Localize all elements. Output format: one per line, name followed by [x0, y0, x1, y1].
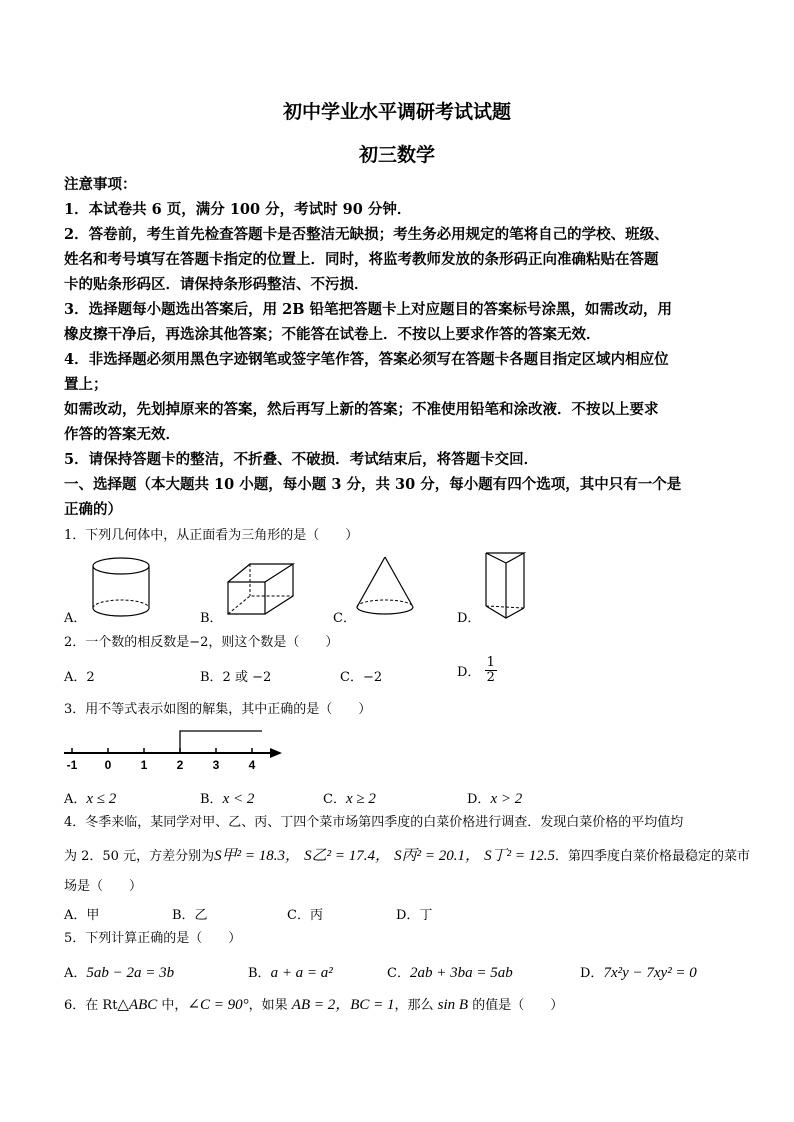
notice-line: 3．选择题每小题选出答案后，用 2B 铅笔把答题卡上对应题目的答案标号涂黑，如需改动，用: [64, 301, 673, 318]
exam-title: 初中学业水平调研考试试题: [282, 101, 511, 123]
notice-line: 4．非选择题必须用黑色字迹钢笔或签字笔作答，答案必须写在答题卡各题目指定区域内相应位: [64, 351, 669, 368]
q5-option-c-math: 2ab + 3ba = 5ab: [409, 965, 513, 981]
question-3-stem: 3．用不等式表示如图的解集，其中正确的是（ ）: [64, 702, 372, 717]
q5-option-b-math: a + a = a²: [270, 965, 333, 981]
q2-option-a: A．2: [64, 670, 95, 685]
triangular-prism-figure: [482, 550, 528, 624]
q4-option-a: A．甲: [64, 908, 100, 923]
q3-option-d-math: x > 2: [490, 791, 523, 807]
notice-line: 橡皮擦干净后，再选涂其他答案；不能答在试卷上．不按以上要求作答的答案无效．: [64, 326, 601, 343]
q5-option-c: [387, 962, 513, 982]
number-line-tick-label: 3: [212, 758, 220, 772]
q5-option-a: [64, 962, 174, 982]
number-line-tick-label: 2: [176, 758, 184, 772]
q5-option-d-math: 7x²y − 7xy² = 0: [603, 965, 697, 981]
number-line-figure: [60, 726, 285, 774]
exam-subtitle: 初三数学: [358, 144, 435, 166]
q3-option-d-label: D．: [467, 792, 491, 807]
number-line-tick-label: 0: [104, 758, 112, 772]
question-5-stem: 5．下列计算正确的是（ ）: [64, 931, 242, 946]
q3-option-c-label: C．: [323, 792, 346, 807]
q6-triangle: △ABC: [117, 997, 158, 1013]
q3-option-d: [467, 788, 522, 808]
notice-line: 2．答卷前，考生首先检查答题卡是否整洁无缺损；考生务必用规定的笔将自己的学校、班级、: [64, 226, 669, 243]
cuboid-figure: [225, 560, 297, 618]
notice-line: 置上；: [64, 376, 108, 393]
q6-condition: AB = 2，BC = 1: [291, 997, 395, 1013]
q3-option-a: [64, 788, 116, 808]
question-2-stem: 2．一个数的相反数是−2，则这个数是（ ）: [64, 635, 339, 650]
number-line-tick-label: 1: [140, 758, 148, 772]
q6-mid-2: ，如果: [248, 998, 292, 1013]
q3-option-b-math: x < 2: [222, 791, 255, 807]
q1-option-d-label: D．: [457, 611, 481, 626]
notice-line: 姓名和考号填写在答题卡指定的位置上．同时，将监考教师发放的条形码正向准确粘贴在答题: [64, 251, 659, 268]
q4-variance-yi: S乙² = 17.4，: [304, 848, 390, 864]
fraction-denominator: 2: [486, 670, 495, 685]
number-line-tick-label: 4: [248, 758, 256, 772]
notice-line: 1．本试卷共 6 页，满分 100 分，考试时 90 分钟．: [64, 201, 412, 218]
question-4-line-1: 4．冬季来临，某同学对甲、乙、丙、丁四个菜市场第四季度的白菜价格进行调查．发现白菜价格的平均值均: [64, 815, 684, 830]
q6-mid-3: ，那么: [394, 998, 438, 1013]
question-4-line-2: [64, 845, 751, 868]
q4-option-b: B．乙: [172, 908, 208, 923]
fraction-numerator: 1: [486, 655, 495, 670]
q3-option-a-math: x ≤ 2: [86, 791, 117, 807]
q5-option-b: [248, 962, 333, 982]
q2-option-d: [457, 656, 497, 685]
question-6-stem: [64, 994, 740, 1017]
number-line-ticks: [67, 748, 256, 772]
cone-figure: [354, 554, 416, 618]
notice-heading: 注意事项：: [64, 176, 137, 193]
solution-ray: [180, 731, 262, 753]
q4-option-d: D．丁: [396, 908, 433, 923]
q4-line-2-post: ．第四季度白菜价格最稳定的菜市: [555, 849, 751, 864]
q6-pre: 6．在 Rt: [64, 998, 118, 1013]
q3-option-c: [323, 788, 376, 808]
cylinder-figure: [88, 556, 154, 620]
q1-option-a-label: A．: [64, 611, 87, 626]
q5-option-d-label: D．: [580, 966, 604, 981]
notice-line: 如需改动，先划掉原来的答案，然后再写上新的答案；不准使用铅笔和涂改液．不按以上要求: [64, 401, 659, 418]
q2-option-c: C．−2: [340, 670, 383, 685]
q4-variance-bing: S丙² = 20.1，: [394, 848, 480, 864]
q3-option-c-math: x ≥ 2: [345, 791, 376, 807]
number-line-tick-label: -1: [66, 758, 78, 772]
q4-variance-jia: S甲² = 18.3，: [214, 848, 300, 864]
question-4-line-3: 场是（ ）: [64, 879, 143, 894]
q5-option-b-label: B．: [248, 966, 271, 981]
section-heading-cont: 正确的）: [64, 501, 122, 518]
q3-option-a-label: A．: [64, 792, 87, 807]
q5-option-a-math: 5ab − 2a = 3b: [86, 965, 175, 981]
q5-option-c-label: C．: [387, 966, 410, 981]
q6-mid-1: 中，: [157, 998, 188, 1013]
q5-option-a-label: A．: [64, 966, 87, 981]
notice-line: 5．请保持答题卡的整洁，不折叠、不破损．考试结束后，将答题卡交回．: [64, 451, 539, 468]
q3-option-b: [200, 788, 254, 808]
q1-option-b-label: B．: [200, 611, 223, 626]
q6-angle: ∠C = 90°: [187, 997, 249, 1013]
q1-option-c-label: C．: [333, 611, 356, 626]
q6-sin-b: sin B: [437, 997, 469, 1013]
q2-option-b: B．2 或 −2: [200, 670, 272, 685]
notice-line: 作答的答案无效．: [64, 426, 180, 443]
q2-option-d-label: D．: [457, 665, 481, 680]
notice-line: 卡的贴条形码区．请保持条形码整洁、不污损．: [64, 276, 369, 293]
q4-line-2-pre: 为 2．50 元，方差分别为: [64, 849, 215, 864]
q2-fraction: [485, 656, 497, 685]
q4-variance-ding: S丁² = 12.5: [484, 848, 555, 864]
q6-post: 的值是（ ）: [468, 998, 564, 1013]
q5-option-d: [580, 962, 697, 982]
question-1-stem: 1．下列几何体中，从正面看为三角形的是（ ）: [64, 528, 359, 543]
section-heading: 一、选择题（本大题共 10 小题，每小题 3 分，共 30 分，每小题有四个选项，其中只有一个是: [64, 476, 682, 493]
q3-option-b-label: B．: [200, 792, 223, 807]
q4-option-c: C．丙: [287, 908, 323, 923]
